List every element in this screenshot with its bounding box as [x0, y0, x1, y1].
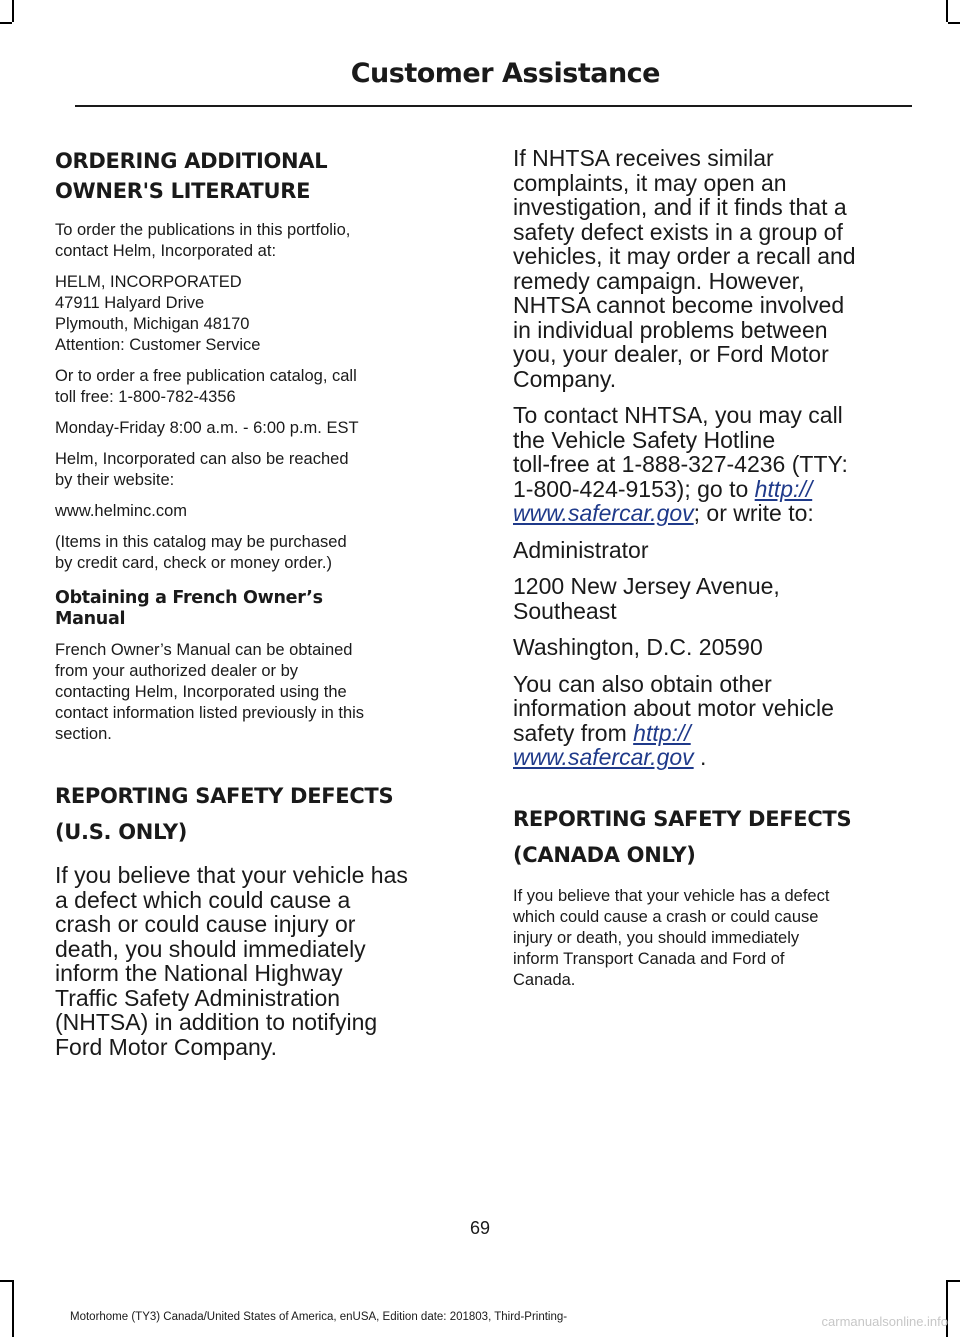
french-manual-heading: Obtaining a French Owner’s Manual [55, 588, 323, 629]
us-defects-heading: REPORTING SAFETY DEFECTS (U.S. ONLY) [55, 784, 394, 844]
crop-mark [12, 1280, 14, 1337]
us-defects-text: If you believe that your vehicle has a defect which could cause a crash or could cause injury or death, you should immediately inform the National Highway Traffic Safety Administration (NHTSA) in addition to notifying Ford Motor Company. [55, 862, 408, 1060]
catalog-call: Or to order a free publication catalog, call toll free: 1-800-782-4356 [55, 367, 357, 406]
website-intro: Helm, Incorporated can also be reached by their website: [55, 450, 349, 489]
left-column [55, 146, 475, 1071]
nhtsa-city: Washington, D.C. 20590 [513, 634, 763, 660]
page-title: Customer Assistance [350, 58, 660, 89]
crop-mark [946, 0, 948, 22]
safercar-link-2-continued[interactable]: www.safercar.gov [513, 744, 694, 770]
crop-mark [0, 1280, 12, 1282]
helm-address: HELM, INCORPORATED 47911 Halyard Drive Plymouth, Michigan 48170 Attention: Customer Service [55, 273, 261, 354]
crop-mark [0, 22, 12, 24]
right-column [513, 146, 913, 1001]
crop-mark [12, 0, 14, 22]
crop-mark [948, 22, 960, 24]
nhtsa-investigation-text: If NHTSA receives similar complaints, it may open an investigation, and if it finds that a safety defect exists in a group of vehicles, it may order a recall and remedy campaign. However, NHTSA cannot become involved in individual problems between you, your dealer, or Ford Motor Company. [513, 145, 856, 392]
crop-mark [948, 1280, 960, 1282]
header-divider [75, 105, 912, 107]
safercar-link-continued[interactable]: www.safercar.gov [513, 500, 694, 526]
safercar-link-2[interactable]: http:// [633, 719, 691, 746]
purchase-note: (Items in this catalog may be purchased by credit card, check or money order.) [55, 533, 347, 572]
nhtsa-admin: Administrator [513, 536, 649, 563]
office-hours: Monday-Friday 8:00 a.m. - 6:00 p.m. EST [55, 419, 359, 437]
canada-defects-heading: REPORTING SAFETY DEFECTS (CANADA ONLY) [513, 806, 852, 867]
edition-info: Motorhome (TY3) Canada/United States of America, enUSA, Edition date: 201803, Third-Printing- [70, 1311, 568, 1323]
watermark: carmanualsonline.info [821, 1314, 948, 1329]
nhtsa-street: 1200 New Jersey Avenue, Southeast [513, 573, 780, 624]
helm-website: www.helminc.com [55, 502, 188, 520]
ordering-intro: To order the publications in this portfolio, contact Helm, Incorporated at: [55, 221, 351, 260]
french-manual-text: French Owner’s Manual can be obtained from your authorized dealer or by contacting Helm, Incorporated using the contact information listed previously in this section. [55, 641, 365, 743]
safety-info-text: You can also obtain other information about motor vehicle safety from http:// www.safercar.gov . [513, 670, 834, 770]
nhtsa-contact-text: To contact NHTSA, you may call the Vehicle Safety Hotline toll-free at 1-888-327-4236 (TTY: 1-800-424-9153); go to http:// www.safercar.gov; or write to: [513, 402, 848, 526]
safercar-link[interactable]: http:// [754, 475, 813, 502]
page-number: 69 [469, 1218, 491, 1238]
canada-defects-text: If you believe that your vehicle has a defect which could cause a crash or could cause injury or death, you should immediately inform Transport Canada and Ford of Canada. [513, 886, 830, 989]
ordering-heading: ORDERING ADDITIONAL OWNER'S LITERATURE [55, 149, 328, 203]
